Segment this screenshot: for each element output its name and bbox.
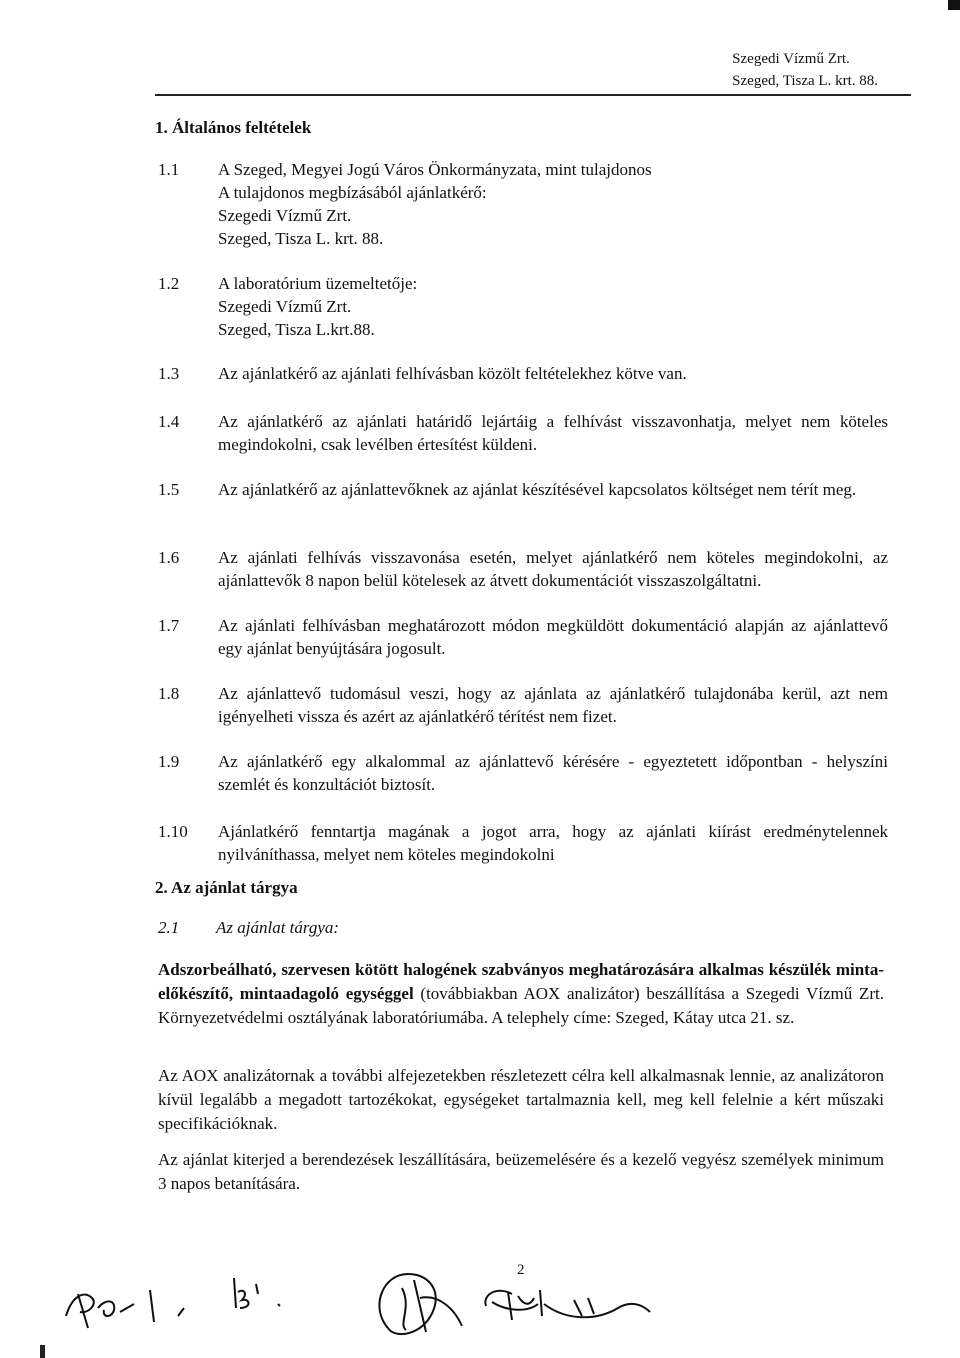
item-line: A laboratórium üzemeltetője: (218, 274, 418, 293)
handwritten-initials-signature (58, 1268, 208, 1330)
paragraph-scope: Az ajánlat kiterjed a berendezések leszállítására, beüzemelésére és a kezelő vegyész személyek minimum 3 napos betanítására. (158, 1150, 884, 1193)
letterhead-org: Szegedi Vízmű Zrt. (732, 51, 850, 67)
item-line: Szeged, Tisza L.krt.88. (218, 320, 375, 339)
item-number: 1.1 (158, 160, 180, 179)
paragraph-subject (158, 958, 884, 1030)
item-number: 1.3 (158, 364, 180, 383)
item-text: Az ajánlati felhívás visszavonása esetén, melyet ajánlatkérő nem köteles megindokolni, az ajánlattevők 8 napon belül kötelesek az átvett dokumentációt visszaszolgáltatni. (218, 548, 888, 590)
item-text (218, 158, 888, 250)
item-number: 1.6 (158, 548, 180, 567)
paragraph-subject-rest: (továbbiakban AOX analizátor) beszállítása a Szegedi Vízmű Zrt. Környezetvédelmi osztályának laboratóriumába. A telephely címe: Szeged, Kátay utca 21. sz. (158, 984, 885, 1027)
item-number: 1.9 (158, 752, 180, 771)
item-text: Az ajánlatkérő egy alkalommal az ajánlattevő kérésére - egyeztetett időpontban - helyszíni szemlét és konzultációt biztosít. (218, 752, 888, 794)
item-number: 1.5 (158, 480, 180, 499)
item-text: Az ajánlati felhívásban meghatározott módon megküldött dokumentáció alapján az ajánlattevő egy ajánlat benyújtására jogosult. (218, 616, 888, 658)
section-1-title: 1. Általános feltételek (155, 118, 312, 137)
letterhead-address: Szeged, Tisza L. krt. 88. (732, 73, 878, 89)
item-number: 1.8 (158, 684, 180, 703)
item-number: 1.4 (158, 412, 180, 431)
item-text (218, 272, 888, 341)
item-text: Az ajánlatkérő az ajánlattevőknek az ajánlat készítésével kapcsolatos költséget nem térít meg. (218, 480, 857, 499)
scan-edge-mark (40, 1345, 45, 1358)
letterhead (732, 48, 878, 92)
section-2-title: 2. Az ajánlat tárgya (155, 878, 298, 897)
item-line: Szegedi Vízmű Zrt. (218, 206, 352, 225)
item-line: A Szeged, Megyei Jogú Város Önkormányzata, mint tulajdonos (218, 160, 652, 179)
item-text: Az ajánlatkérő az ajánlati határidő lejártáig a felhívást visszavonhatja, melyet nem köteles megindokolni, csak levélben értesítést küldeni. (218, 412, 888, 454)
paragraph-aox: Az AOX analizátornak a további alfejezetekben részletezett célra kell alkalmasnak lennie, az analizátoron kívül legalább a megadott tartozékokat, egységeket tartalmaznia kell, meg kell felelnie a kért műszaki specifikációknak. (158, 1066, 884, 1133)
item-line: A tulajdonos megbízásából ajánlatkérő: (218, 183, 487, 202)
handwritten-signature-long (478, 1276, 658, 1332)
item-text: Az ajánlatkérő az ajánlati felhívásban közölt feltételekhez kötve van. (218, 364, 687, 383)
item-text: Ajánlatkérő fenntartja magának a jogot arra, hogy az ajánlati kiírást eredménytelennek nyilváníthassa, melyet nem köteles megindokolni (218, 822, 888, 864)
page-number: 2 (517, 1262, 525, 1278)
subsection-number: 2.1 (158, 918, 180, 937)
item-number: 1.7 (158, 616, 180, 635)
subsection-title: Az ajánlat tárgya: (216, 918, 340, 937)
item-number: 1.10 (158, 822, 188, 841)
handwritten-initials-mark (228, 1268, 298, 1318)
item-text: Az ajánlattevő tudomásul veszi, hogy az ajánlata az ajánlatkérő tulajdonába kerül, azt nem igényelheti vissza és azért az ajánlatkérő térítést nem fizet. (218, 684, 888, 726)
item-line: Szegedi Vízmű Zrt. (218, 297, 352, 316)
item-line: Szeged, Tisza L. krt. 88. (218, 229, 384, 248)
header-rule (155, 94, 911, 96)
item-number: 1.2 (158, 274, 180, 293)
handwritten-signature-circle (368, 1268, 468, 1348)
paragraph-subject-bold: Adszorbeálható, szervesen kötött halogének szabványos meghatározására alkalmas készülék minta-előkészítő, mintaadagoló egységgel (158, 960, 884, 1003)
scan-corner-mark (948, 0, 960, 10)
